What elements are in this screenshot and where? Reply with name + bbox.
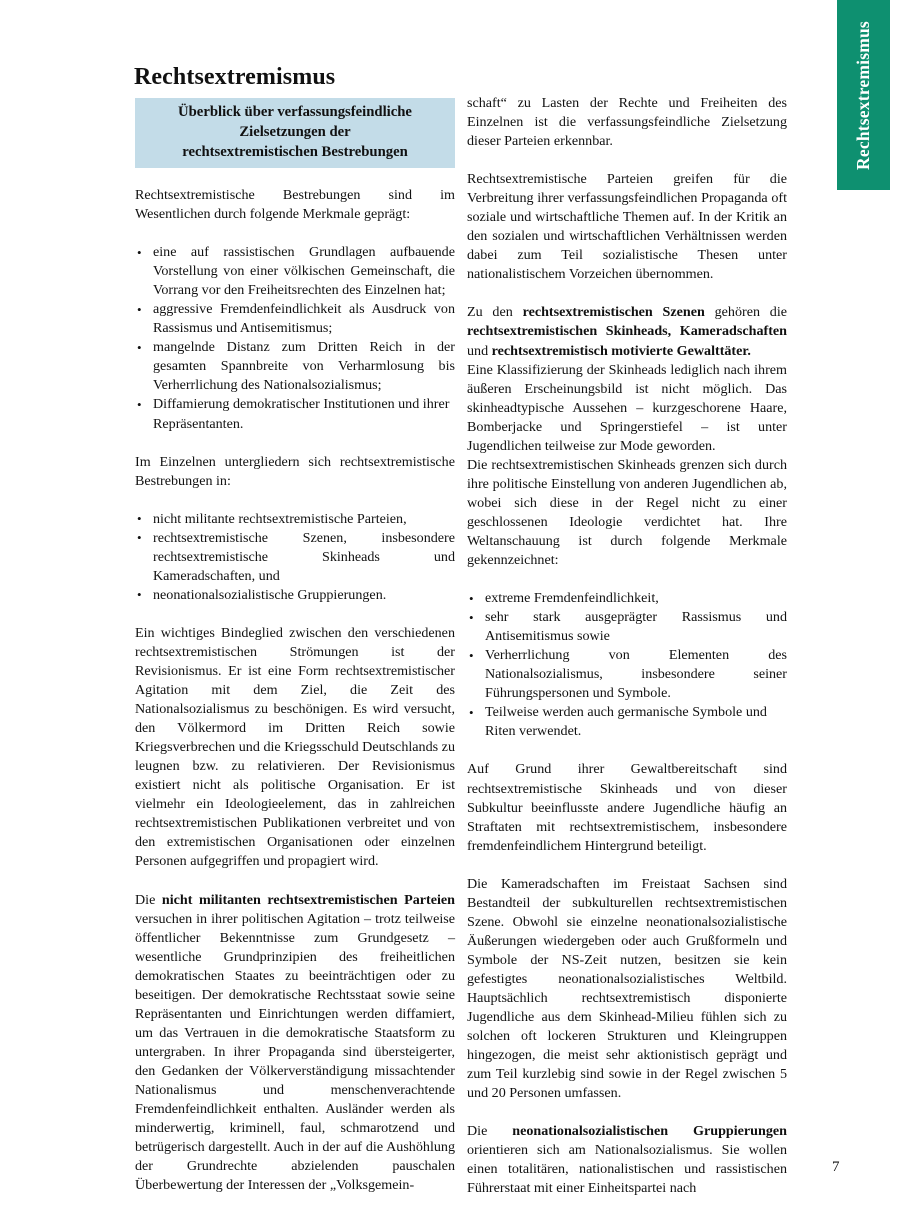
callout-line-3: rechtsextremistischen Bestrebungen (182, 144, 408, 160)
list-item: • eine auf rassistischen Grundlagen aufbauende Vorstellung von einer völkischen Gemeinschaft, die Vorrang vor den Freiheitsrechten des Einzelnen hat; (135, 243, 455, 300)
paragraph-suffix: orientieren sich am Nationalsozialismus. Sie wollen einen totalitären, nationalistischen und rassistischen Führerstaat mit einer Einheitspartei nach (467, 1142, 787, 1197)
list-item: • sehr stark ausgeprägter Rassismus und Antisemitismus sowie (467, 608, 787, 646)
paragraph-bold-term: neonationalsozialistischen Gruppierungen (512, 1123, 787, 1140)
paragraph-kameradschaften: Die Kameradschaften im Freistaat Sachsen sind Bestandteil der subkulturellen rechtsextremistischen Szene. Obwohl sie einzelne neonationalsozialistische Äußerungen wiedergeben oder auch Grußformeln und Symbole der NS-Zeit nutzen, besitzen sie kein gefestigtes neonationalsozialistisches Weltbild. Hauptsächlich rechtsextremistisch disponierte Jugendliche aus dem Skinhead-Milieu fühlen sich zu solchen oft lockeren Strukturen und Kleingruppen hingezogen, die meist sehr aktionistisch geprägt und zum Teil kurzlebig sind sowie in der Regel zwischen 5 und 20 Personen umfassen. (467, 875, 787, 1102)
paragraph-bold-term-skinheads: rechtsextremistischen Skinheads, Kameradschaften (467, 323, 787, 340)
list-item: • extreme Fremdenfeindlichkeit, (467, 589, 787, 608)
left-column (135, 186, 455, 1195)
paragraph-bold-term: nicht militanten rechtsextremistischen Parteien (161, 891, 456, 908)
paragraph-nicht-militante-parteien (135, 891, 455, 1196)
list-item: • rechtsextremistische Szenen, insbesondere rechtsextremistische Skinheads und Kameradschaften, und (135, 529, 455, 586)
list-item: • Verherrlichung von Elementen des Nationalsozialismus, insbesondere seiner Führungspersonen und Symbole. (467, 646, 787, 703)
list-item: • neonationalsozialistische Gruppierungen. (135, 586, 455, 605)
right-column (467, 94, 787, 1198)
chapter-thumb-tab-label: Rechtsextremismus (853, 20, 874, 170)
paragraph-mid-2: und (467, 342, 492, 359)
chapter-thumb-tab (837, 0, 890, 190)
paragraph-propaganda: Rechtsextremistische Parteien greifen für die Verbreitung ihrer verfassungsfeindlichen Propaganda oft soziale und wirtschaftliche Themen auf. In der Kritik an den sozialen und wirtschaftlichen Verhältnissen werden dabei zum Teil sozialistische Thesen unter nationalistischem Vorzeichen übernommen. (467, 171, 787, 283)
paragraph-gewaltbereitschaft: Auf Grund ihrer Gewaltbereitschaft sind rechtsextremistische Skinheads und von dieser Subkultur beeinflusste andere Jugendliche häufig an Straftaten mit rechtsextremistischem, insbesondere fremdenfeindlichem Hintergrund beteiligt. (467, 761, 787, 854)
callout-line-1: Überblick über verfassungsfeindliche (178, 104, 412, 120)
paragraph-merkmale-intro: Rechtsextremistische Bestrebungen sind im Wesentlichen durch folgende Merkmale geprägt: (135, 187, 455, 223)
paragraph-abgrenzung: Die rechtsextremistischen Skinheads grenzen sich durch ihre politische Einstellung von anderen Jugendlichen ab, wobei sich diese in der Regel nicht zu einer geschlossenen Ideologie verdichtet hat. Ihre Weltanschauung ist durch folgende Merkmale gekennzeichnet: (467, 456, 787, 569)
page-title: Rechtsextremismus (134, 64, 336, 91)
paragraph-klassifizierung: Eine Klassifizierung der Skinheads lediglich nach ihrem äußeren Erscheinungsbild ist nicht möglich. Das skinheadtypische Aussehen – kurzgeschorene Haare, Bomberjacke und Springerstiefel – ist unter Jugendlichen teilweise zur Mode geworden. (467, 361, 787, 454)
list-item: • nicht militante rechtsextremistische Parteien, (135, 510, 455, 529)
paragraph-untergliederung-intro: Im Einzelnen untergliedern sich rechtsextremistische Bestrebungen in: (135, 453, 455, 489)
paragraph-continuation: schaft“ zu Lasten der Rechte und Freiheiten des Einzelnen ist die verfassungsfeindliche Zielsetzung dieser Parteien erkennbar. (467, 95, 787, 150)
paragraph-rechtsextremistische-szenen (467, 303, 787, 360)
paragraph-suffix: versuchen in ihrer politischen Agitation – trotz teilweise öffentlicher Bekenntnisse zum Grundgesetz – wesentliche Grundprinzipien des freiheitlichen demokratischen Staates zu beeinträchtigen oder zu beseitigen. Der demokratische Rechtsstaat sowie seine Repräsentanten und Einrichtungen werden diffamiert, um das Vertrauen in die demokratische Staatsform zu untergraben. In ihrer Propaganda sind übersteigerter, den Gedanken der Völkerverständigung missachtender Nationalismus und menschenverachtende Fremdenfeindlichkeit enthalten. Ausländer werden als minderwertig, kriminell, faul, schmarotzend und betrügerisch dargestellt. Auch in der auf die Aushöhlung der Grundrechte abzielenden pauschalen Überbewertung der Interessen der „Volksgemein- (135, 910, 455, 1194)
paragraph-prefix: Zu den (467, 304, 523, 321)
paragraph-neonationalsozialistische-gruppierungen (467, 1122, 787, 1198)
paragraph-bold-term-gewalttaeter: rechtsextremistisch motivierte Gewalttäter. (491, 342, 751, 359)
page-number: 7 (832, 1159, 840, 1175)
paragraph-prefix: Die (467, 1123, 513, 1140)
paragraph-bold-term-szenen: rechtsextremistischen Szenen (522, 304, 705, 321)
list-item: • aggressive Fremdenfeindlichkeit als Ausdruck von Rassismus und Antisemitismus; (135, 300, 455, 338)
list-weltanschauung (467, 589, 787, 741)
list-item: • mangelnde Distanz zum Dritten Reich in der gesamten Spannbreite von Verharmlosung bis Verherrlichung des Nationalsozialismus; (135, 338, 455, 395)
list-merkmale (135, 243, 455, 433)
list-item: • Teilweise werden auch germanische Symbole und Riten verwendet. (467, 703, 787, 741)
callout-box (135, 98, 455, 168)
callout-line-2: Zielsetzungen der (239, 124, 351, 140)
list-item: • Diffamierung demokratischer Institutionen und ihrer Repräsentanten. (135, 395, 455, 433)
list-untergliederung (135, 510, 455, 605)
paragraph-prefix: Die (135, 891, 162, 908)
paragraph-mid-1: gehören die (704, 304, 787, 321)
paragraph-revisionismus: Ein wichtiges Bindeglied zwischen den verschiedenen rechtsextremistischen Strömungen ist der Revisionismus. Er ist eine Form rechtsextremistischer Agitation mit dem Ziel, die Zeit des Nationalsozialismus zu beschönigen. Es wird versucht, den Völkermord im Dritten Reich sowie Kriegsverbrechen und die Kriegsschuld Deutschlands zu leugnen bzw. zu relativieren. Der Revisionismus existiert nicht als politische Organisation. Er ist vielmehr ein Ideologieelement, das in zahlreichen rechtsextremistischen Publikationen verbreitet und von den extremistischen Organisationen oder einzelnen Personen aufgegriffen und propagiert wird. (135, 624, 455, 870)
